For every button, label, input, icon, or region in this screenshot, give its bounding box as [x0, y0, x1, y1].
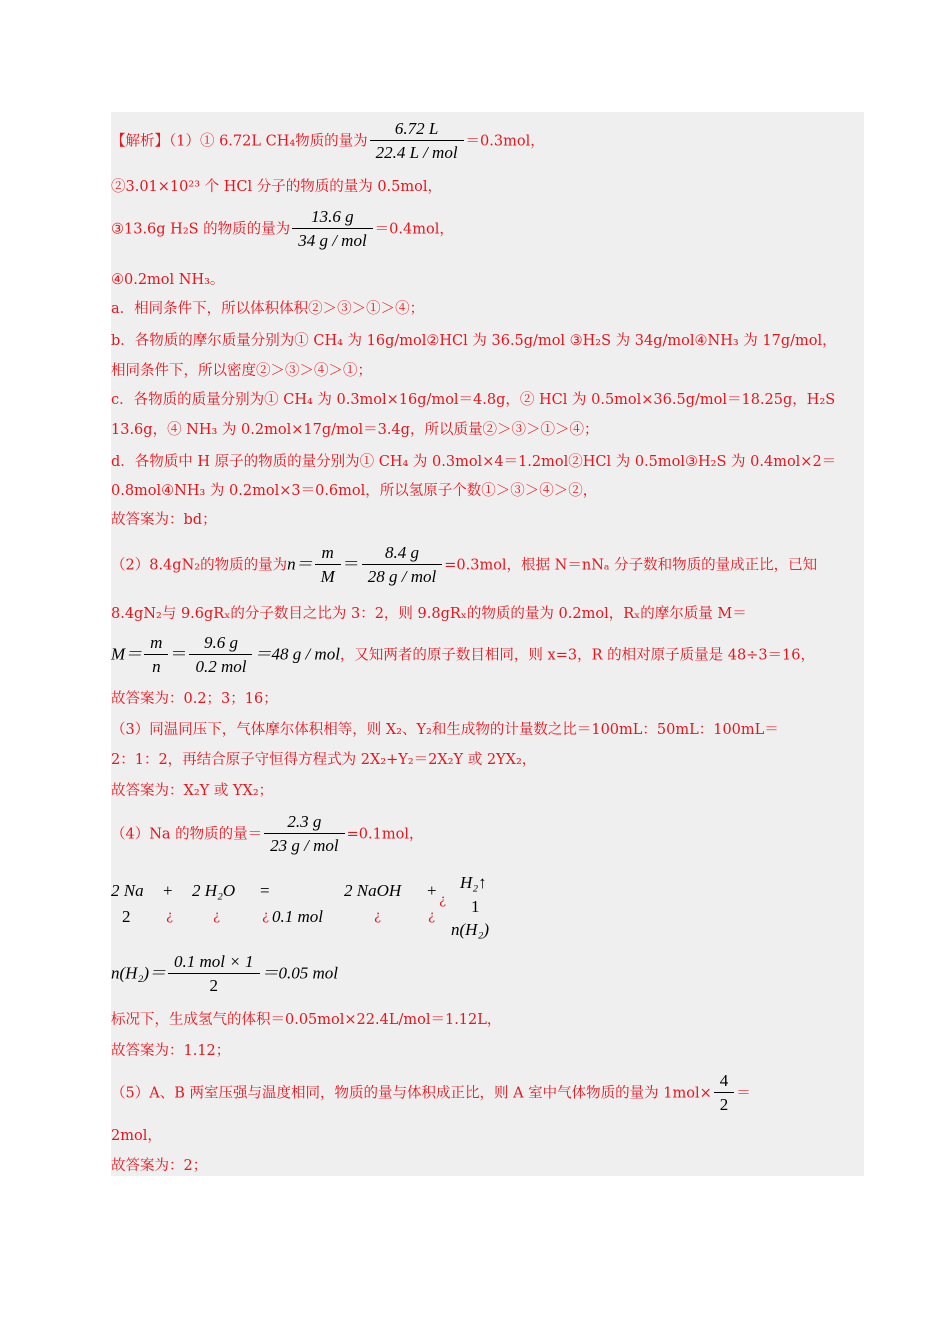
- fraction-h2: $\frac{\text{0.1 mol × 1}}{2}$: [168, 951, 259, 998]
- fraction-ch4: $\frac{6.72 L}{\text{22.4 L / mol}}$: [370, 118, 464, 165]
- p3-answer: 故答案为：X₂Y 或 YX₂；: [111, 783, 274, 799]
- row2-naoh: 0.1 mol: [272, 907, 323, 926]
- p1-b1: b．各物质的摩尔质量分别为① CH₄ 为 16g/mol②HCl 为 36.5g/mol ③H₂S 为 34g/mol④NH₃ 为 17g/mol，: [111, 333, 837, 349]
- glyph-q: ¿: [213, 909, 220, 924]
- fraction-n2: $\frac{8.4 g}{\text{28 g / mol}}$: [362, 542, 442, 589]
- p1-b2: 相同条件下，所以密度②＞③＞④＞①；: [111, 363, 372, 379]
- p1-d2: 0.8mol④NH₃ 为 0.2mol×3＝0.6mol，所以氢原子个数①＞③＞④＞②，: [111, 483, 598, 499]
- glyph-q: ¿: [166, 909, 173, 924]
- p2-line2: 8.4gN₂与 9.6gRₓ的分子数目之比为 3：2，则 9.8gRₓ的物质的量为 0.2mol，Rₓ的摩尔质量 M＝: [111, 606, 747, 622]
- eq-plus-2: +: [427, 881, 437, 900]
- fraction-na: $\frac{2.3 g}{\text{23 g / mol}}$: [264, 811, 344, 858]
- p4-answer: 故答案为：1.12；: [111, 1043, 231, 1059]
- p1-c1: c．各物质的质量分别为① CH₄ 为 0.3mol×16g/mol＝4.8g，② HCl 为 0.5mol×36.5g/mol＝18.25g，H₂S: [111, 392, 836, 408]
- p3-line2: 2：1：2，再结合原子守恒得方程式为 2X₂+Y₂＝2X₂Y 或 2YX₂，: [111, 752, 537, 768]
- p1-answer: 故答案为：bd；: [111, 512, 217, 528]
- glyph-q: ¿: [428, 909, 435, 924]
- glyph-q: ¿: [439, 893, 446, 908]
- fraction-rx: $\frac{9.6 g}{\text{0.2 mol}}$: [189, 632, 252, 679]
- p4-line1: （4）Na 的物质的量＝ $\frac{2.3 g}{\text{23 g / mol}}$ =0.1mol，: [111, 811, 423, 858]
- row3-h2: n(H₂): [451, 920, 490, 939]
- p5-line1: （5）A、B 两室压强与温度相同，物质的量与体积成正比，则 A 室中气体物质的量为 1mol× $\frac{4}{2}$ ＝: [111, 1070, 751, 1117]
- glyph-q: ¿: [374, 909, 381, 924]
- glyph-q: ¿: [262, 909, 269, 924]
- p3-line1: （3）同温同压下，气体摩尔体积相等，则 X₂、Y₂和生成物的计量数之比＝100mL：50mL：100mL＝: [111, 722, 779, 738]
- fraction-ratio: $\frac{4}{2}$: [714, 1070, 735, 1117]
- p4-h2-calc: n(H₂)＝ $\frac{\text{0.1 mol × 1}}{2}$ ＝0.05 mol: [111, 951, 338, 998]
- fraction-h2s: $\frac{13.6 g}{\text{34 g / mol}}$: [292, 206, 372, 253]
- p5-answer: 故答案为：2；: [111, 1158, 208, 1174]
- row2-h2: 1: [471, 897, 480, 916]
- p2-answer: 故答案为：0.2；3；16；: [111, 691, 278, 707]
- p1-line2: ②3.01×10²³ 个 HCl 分子的物质的量为 0.5mol，: [111, 179, 442, 195]
- eq-h2: H₂↑: [460, 873, 487, 892]
- p1-line3: ③13.6g H₂S 的物质的量为 $\frac{13.6 g}{\text{34 g / mol}}$ ＝0.4mol，: [111, 206, 454, 253]
- p1-line1: 【解析】（1）① 6.72L CH₄物质的量为 $\frac{6.72 L}{\text{22.4 L / mol}}$ ＝0.3mol，: [111, 118, 545, 165]
- p1-d1: d．各物质中 H 原子的物质的量分别为① CH₄ 为 0.3mol×4＝1.2mol②HCl 为 0.5mol③H₂S 为 0.4mol×2＝: [111, 454, 837, 470]
- row2-na: 2: [122, 907, 131, 926]
- p5-line2: 2mol，: [111, 1128, 162, 1144]
- p1-c2: 13.6g，④ NH₃ 为 0.2mol×17g/mol＝3.4g，所以质量②＞③＞①＞④；: [111, 422, 599, 438]
- eq-equals: =: [260, 881, 270, 900]
- eq-h2o: 2 H₂O: [192, 881, 236, 900]
- p1-a: a．相同条件下，所以体积体积②＞③＞①＞④；: [111, 301, 425, 317]
- p2-line1: （2）8.4gN₂的物质的量为n＝ $\frac{m}{M}$ ＝ $\frac{8.4 g}{\text{28 g / mol}}$ =0.3mol，根据 N＝nNₐ 分子数和物质的量成正比，已知: [111, 542, 817, 589]
- eq-na: 2 Na: [111, 881, 144, 900]
- p2-line3: M＝ $\frac{m}{n}$ ＝ $\frac{9.6 g}{\text{0.2 mol}}$ ＝48 g / mol，又知两者的原子数目相同，则 x=3，R 的相对原子质量是 48÷3＝16，: [111, 632, 815, 679]
- fraction-m-over-n: $\frac{m}{n}$: [144, 632, 168, 679]
- p4-volume: 标况下，生成氢气的体积＝0.05mol×22.4L/mol＝1.12L，: [111, 1012, 502, 1028]
- fraction-m-over-M: $\frac{m}{M}$: [315, 542, 341, 589]
- p1-line4: ④0.2mol NH₃。: [111, 272, 225, 288]
- eq-plus-1: +: [163, 881, 173, 900]
- eq-naoh: 2 NaOH: [344, 881, 402, 900]
- analysis-label: 【解析】: [111, 133, 169, 150]
